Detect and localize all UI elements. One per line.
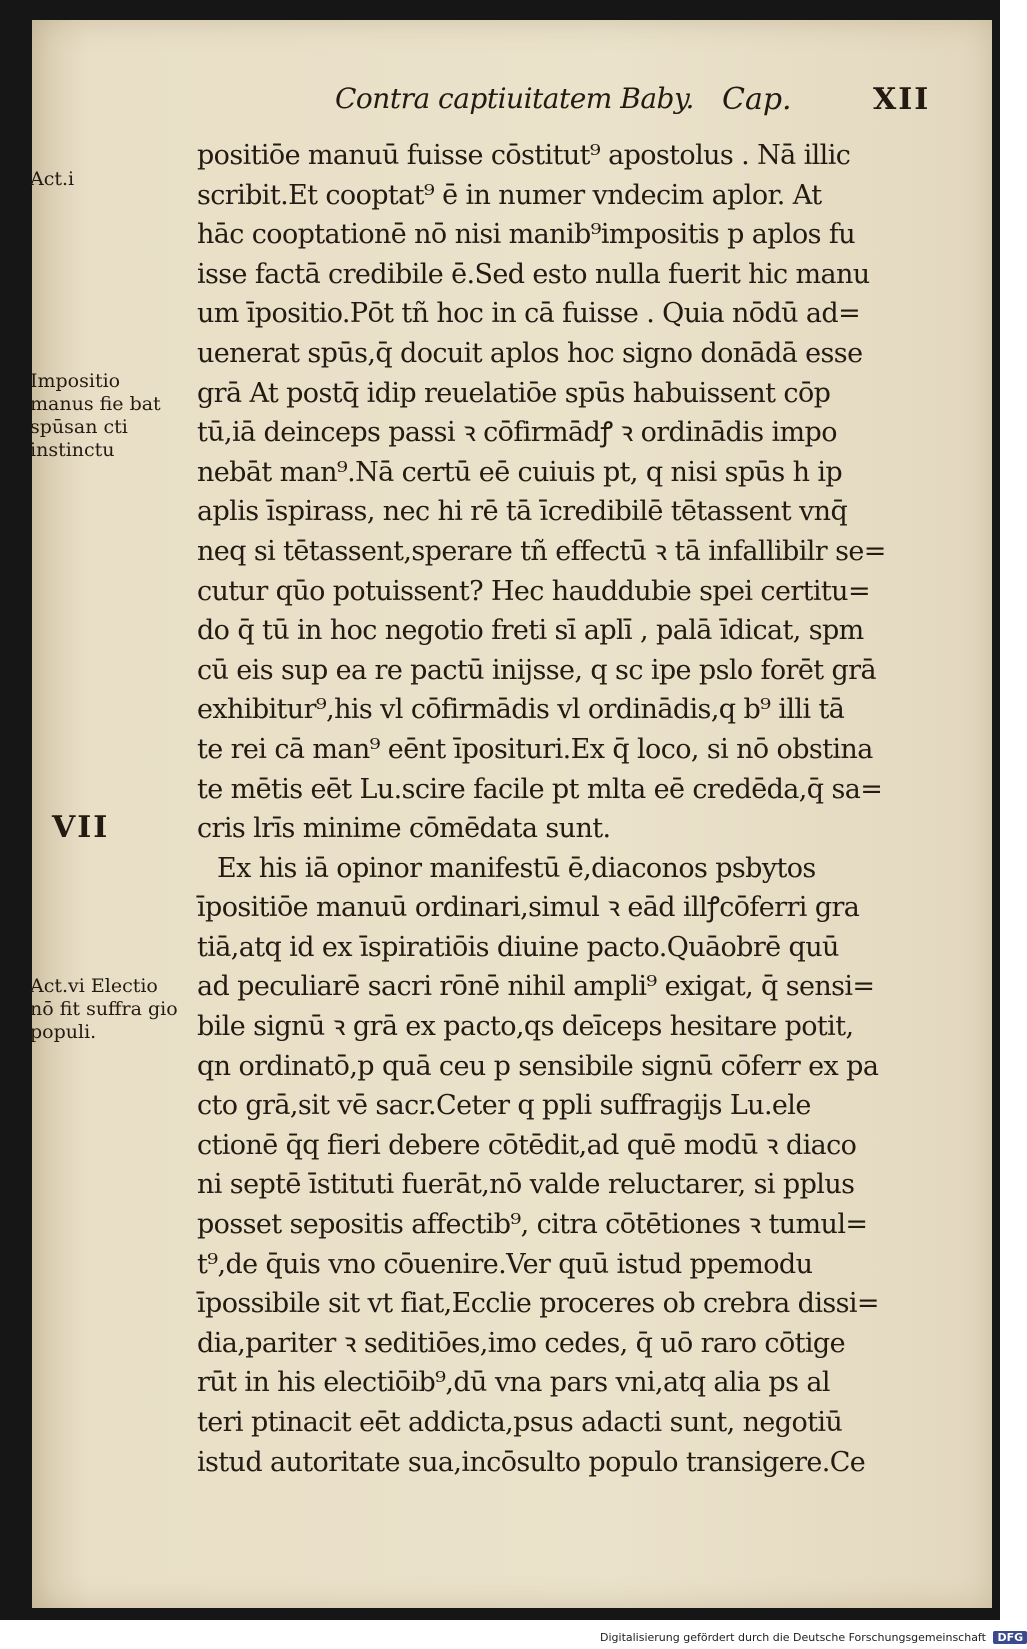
text-line: hāc cooptationē nō nisi manib⁹impositis p aplos fu xyxy=(197,219,856,251)
text-line: te rei cā man⁹ eēnt īposituri.Ex q̄ loco, si nō obstina xyxy=(197,733,873,765)
text-line: grā At postq̄ idip reuelatiōe spūs habuissent cōp xyxy=(197,377,831,409)
text-line: īpositiōe manuū ordinari,simul ꝛ eād illꝭcōferri gra xyxy=(197,892,860,924)
text-line: t⁹,de q̄uis vno cōuenire.Ver quū istud ppemodu xyxy=(197,1248,813,1280)
digitization-credit xyxy=(600,1631,1024,1647)
dfg-logo: DFG xyxy=(993,1631,1027,1644)
digitization-credit-text: Digitalisierung gefördert durch die Deutsche Forschungsgemeinschaft xyxy=(600,1631,986,1644)
text-line: scribit.Et cooptat⁹ ē in numer vndecim aplor. At xyxy=(197,179,822,211)
text-line: posset sepositis affectib⁹, citra cōtētiones ꝛ tumul= xyxy=(197,1209,868,1241)
text-line: positiōe manuū fuisse cōstitut⁹ apostolus . Nā illic xyxy=(197,140,851,171)
text-line: Ex his iā opinor manifestū ē,diaconos psbytos xyxy=(217,852,816,884)
running-head-chapter: Cap. xyxy=(722,82,792,117)
text-line: ctionē q̄q fieri debere cōtēdit,ad quē modū ꝛ diaco xyxy=(197,1129,857,1161)
margin-note-act-vi: Act.vi Electio nō fit suffra gio populi. xyxy=(30,975,178,1043)
text-line: te mētis eēt Lu.scire facile pt mlta eē credēda,q̄ sa= xyxy=(197,773,883,805)
text-line: rūt in his electiōib⁹,dū vna pars vni,atq alia ps al xyxy=(197,1367,830,1399)
margin-note-act-i: Act.i xyxy=(30,168,75,190)
text-line: neq si tētassent,sperare tñ effectū ꝛ tā infallibilr se= xyxy=(197,535,886,567)
text-line: cris lrīs minime cōmēdata sunt. xyxy=(197,813,611,845)
text-line: cto grā,sit vē sacr.Ceter q ppli suffragijs Lu.ele xyxy=(197,1090,811,1122)
text-line: nebāt man⁹.Nā certū eē cuiuis pt, q nisi spūs h ip xyxy=(197,456,843,488)
running-head-title: Contra captiuitatem Baby. xyxy=(335,82,694,115)
running-head xyxy=(0,62,1000,117)
text-line: teri ptinacit eēt addicta,psus adacti sunt, negotiū xyxy=(197,1407,843,1438)
body-text xyxy=(197,136,952,1482)
text-line: ni septē īstituti fuerāt,nō valde reluctarer, si pplus xyxy=(197,1169,855,1201)
text-line: dia,pariter ꝛ seditiōes,imo cedes, q̄ uō raro cōtige xyxy=(197,1327,845,1359)
text-line: istud autoritate sua,incōsulto populo transigere.Ce xyxy=(197,1446,866,1478)
text-line: isse factā credibile ē.Sed esto nulla fuerit hic manu xyxy=(197,258,870,290)
text-line: ad peculiarē sacri rōnē nihil ampli⁹ exigat, q̄ sensi= xyxy=(197,971,875,1003)
text-line: do q̄ tū in hoc negotio freti sī aplī , palā īdicat, spm xyxy=(197,615,864,647)
text-line: exhibitur⁹,his vl cōfirmādis vl ordinādis,q b⁹ illi tā xyxy=(197,694,845,726)
text-line: tiā,atq id ex īspiratiōis diuine pacto.Quāobrē quū xyxy=(197,931,839,963)
text-line: cutur qūo potuissent? Hec hauddubie spei certitu= xyxy=(197,575,870,607)
text-line: um īpositio.Pōt tñ hoc in cā fuisse . Quia nōdū ad= xyxy=(197,298,861,330)
text-line: qn ordinatō,p quā ceu p sensibile signū cōferr ex pa xyxy=(197,1050,879,1082)
text-line: aplis īspirass, nec hi rē tā īcredibilē tētassent vnq̄ xyxy=(197,496,848,528)
text-line: cū eis sup ea re pactū inijsse, q sc ipe pslo forēt grā xyxy=(197,654,876,686)
text-line: tū,iā deinceps passi ꝛ cōfirmādꝭ ꝛ ordinādis impo xyxy=(197,417,837,449)
text-line: uenerat spūs,q̄ docuit aplos hoc signo donādā esse xyxy=(197,337,863,369)
running-head-number: XII xyxy=(873,82,931,117)
margin-note-impositio: Impositio manus fie bat spūsan cti instinctu xyxy=(30,370,161,461)
text-line: īpossibile sit vt fiat,Ecclie proceres ob crebra dissi= xyxy=(197,1288,879,1320)
section-number: VII xyxy=(52,810,110,845)
text-line: bile signū ꝛ grā ex pacto,qs deīceps hesitare potit, xyxy=(197,1011,854,1043)
